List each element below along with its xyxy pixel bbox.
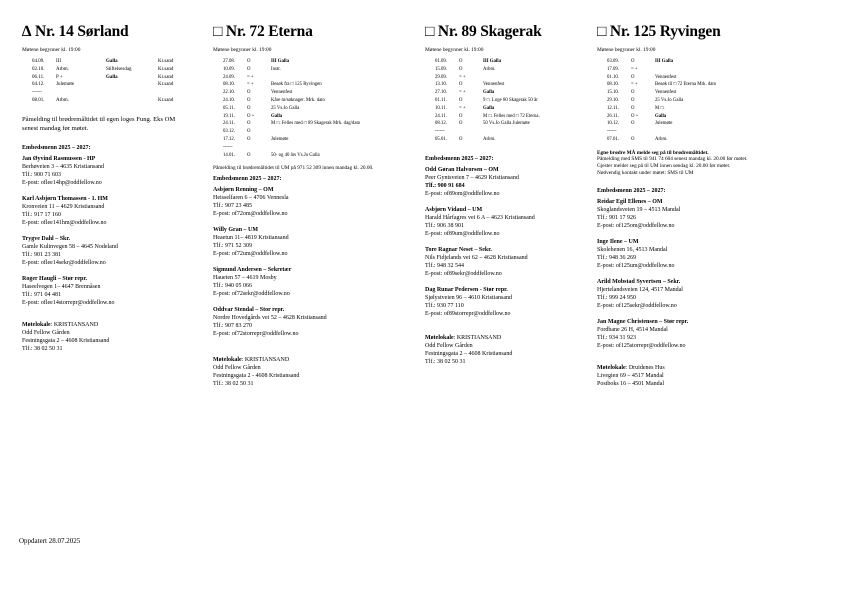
schedule-row: ------ [223,144,233,150]
officer-entry: Inge Ilene – UM Skolehenen 16, 4513 Mandal Tlf.: 948 36 269 E-post: of125um@oddfellow.no [597,239,675,270]
meeting-location: Møtelokale: Druidenes Hus Livegien 69 – 4517 Mandal Postboks 16 – 4501 Mandal [597,365,665,388]
schedule-row: 27.10. = + Galla [435,90,495,96]
lodge-title: ∆ Nr. 14 Sørland [22,23,129,40]
meeting-location: Møtelokale: KRISTIANSAND Odd Fellow Gården Festningsgata 2 – 4608 Kristiansand Tlf.: 38 02 50 31 [22,322,110,353]
schedule-row: 05.11. O 25 Vs.Jo Galla [223,105,300,111]
schedule-row: 19.11. O + Galla [223,113,283,119]
officer-entry: Roger Haugli – Stør repr. Haseelvegen 1– 4647 Brennåsen Tlf.: 971 04 481 E-post: oflee14storrepr@oddfellow.no [22,276,115,307]
meeting-location: Møtelokale: KRISTIANSAND Odd Fellow Gården Festningsgata 2 – 4608 Kristiansand Tlf.: 38 02 50 31 [425,334,513,365]
meeting-schedule [435,58,542,144]
officer-entry: Odd Gøran Halvorsen – OM Peer Gyntsveien 7 – 4629 Kristiansand Tlf.: 900 91 684 E-post: of89om@oddfellow.no [425,166,519,197]
column-lodge-14 [22,22,187,353]
officers-heading: Embedsmenn 2025 – 2027: [597,188,666,195]
lodge-title: □ Nr. 89 Skagerak [425,23,542,40]
meeting-schedule [32,58,175,105]
lodge-title: □ Nr. 72 Eterna [213,23,313,40]
schedule-row: 03.09. O III Galla [607,59,673,64]
schedule-row: 01.11. O 9 □. Loge 80 Skagerak 50 år [435,97,538,103]
registration-note: Egne brødre MÅ melde seg på til brødremåltidet. Påmelding med SMS til 941 74 604 senest mandag kl. 20.00 før møtet. Gjester melder seg på til UM innen søndag kl. 20.00 før møtet. Nødvendig kontakt under møtet: SMS til UM [597,149,748,176]
schedule-row: 24.10. O Kåre m/søknager. Mrk. dato [223,97,325,103]
schedule-row: 08.10. = + Besøk fra □ 125 Ryvingen [223,82,322,88]
officer-entry: Asbjørn Vidaud – UM Harald Hårfagres vei 6 A – 4623 Kristiansand Tlf.: 906 38 901 E-post: of89um@oddfellow.no [425,206,535,237]
registration-note: Påmelding til brødremåltidet til UM på 971 52 309 innen mandag kl. 20.00. [213,165,374,172]
schedule-row: 29.10. O 25 Vs.Jo Galla [607,97,684,103]
schedule-row: 10.09. O Instr. [223,66,281,72]
officers-heading: Embedsmenn 2025 – 2027: [213,175,282,182]
officer-entry: Jan Øyvind Rasmussen - HP Berhøveien 3 – 4635 Kristiansand Tlf.: 900 71 603 E-post: oflee14hp@oddfellow.no [22,156,104,187]
schedule-row: 26.11. O + Galla [607,113,667,119]
schedule-row: 22.10. O Vennenfest [223,90,293,96]
officer-entry: Jan Magne Christensen – Stør repr. Fordbane 26 H, 4514 Mandal Tlf.: 934 31 923 E-post: of125storrepr@oddfellow.no [597,319,689,350]
officer-entry: Willy Gran – UM Heaetun 11– 4819 Kristiansand Tlf.: 971 52 309 E-post: of72um@oddfellow.no [213,226,289,257]
officer-entry: Karl Asbjørn Thomassen - 1. HM Kronveien 11 – 4629 Kristiansand Tlf.: 917 17 160 E-post: oflee141hm@oddfellow.no [22,196,108,227]
officer-entry: Oddvar Stendal – Stor repr. Nordre Hovedgårds vei 52 – 4628 Kristiansand Tlf.: 907 83 270 E-post: of72storrepr@oddfellow.no [213,306,327,337]
schedule-row: 15.09. O Arbm. [435,66,496,72]
schedule-row: 07.01. O Arbm. [607,136,668,142]
schedule-row: 04.12. Julemøte Kr.sand [32,82,174,88]
officers-heading: Embedsmenn 2025 – 2027: [425,155,494,162]
schedule-row: 17.09. = + [607,66,638,72]
schedule-row: 01.10. O Vennenfest [607,74,677,80]
officer-entry: Reidar Egil Ellenes – OM Skoglandsveien 19 – 4513 Mandal Tlf.: 901 17 926 E-post: of125om@oddfellow.no [597,199,681,230]
meeting-time: Møtene begynner kl. 19:00 [213,47,272,53]
schedule-row: 27.08. O III Galla [223,59,289,64]
meeting-location: Møtelokale: KRISTIANSAND Odd Fellow Gården Festningsgata 2 - 4608 Kristiansand Tlf.: 38 02 50 31 [213,356,300,387]
registration-note: Påmelding til brødremåltidet til egen loges Fung. Eks OM senest mandag før møtet. [22,115,176,132]
schedule-row: 24.11. O M □. Felles med □ 89 Skagerak Mrk. dag/dato [223,121,361,127]
schedule-row: 02.10. Arbm. Stiftelsesdag Kr.sand [32,66,174,72]
officer-entry: Tore Ragnar Neset – Sekr. Nils Fidjelands vei 62 – 4628 Kristiansand Tlf.: 948 32 544 E-post: of89sekr@oddfellow.no [425,246,528,277]
column-lodge-89 [425,22,590,366]
schedule-row: 24.09. = + [223,74,254,80]
schedule-row: 10.12. O Julemøte [607,121,673,127]
schedule-row: 13.10. O Vennenfest [435,82,505,88]
officers-heading: Embedsmenn 2025 – 2027: [22,145,91,152]
schedule-row: 08.01. Arbm. Kr.sand [32,97,174,103]
meeting-schedule [607,58,718,144]
schedule-row: 05.01. O Arbm. [435,136,496,142]
meeting-time: Møtene begynner kl. 19:00 [425,47,484,53]
schedule-row: 04.09. III Galla Kr.sand [32,59,174,64]
schedule-row: 10.11. = + Galla [435,105,495,111]
updated-date: Oppdatert 28.07.2025 [19,537,81,545]
meeting-schedule [223,58,362,159]
schedule-row: ------ [435,129,445,135]
schedule-row: 12.11. O M □. [607,105,665,111]
officer-entry: Dag Runar Pedersen - Stør repr. Sjølystveien 96 – 4610 Kristiansand Tlf.: 930 77 110 E-post: of89storrepr@oddfellow.no [425,286,512,317]
schedule-row: 29.09. = + [435,74,466,80]
schedule-row: 08.12. O 50 Vs.Jo Galla Julemøte [435,121,530,127]
officer-entry: Trygve Dahl – Skr. Gamle Kulinvegen 58 – 4645 Nodeland Tlf.: 901 23 381 E-post: oflee14sekr@oddfellow.no [22,236,118,267]
officer-entry: Asbjørn Renning – OM Heisselfaren 6 – 4706 Vennesla Tlf.: 907 23 485 E-post: of72om@oddfellow.no [213,186,289,217]
schedule-row: 24.11. O M □. Felles med □ 72 Eterna. [435,113,540,119]
schedule-row: ------ [607,129,617,135]
schedule-row: 03.12. O [223,129,251,135]
meeting-time: Møtene begynner kl. 19:00 [22,47,81,53]
schedule-row: 15.10. O Vennenfest [607,90,677,96]
column-lodge-72 [213,22,378,388]
column-lodge-125 [597,22,797,388]
lodge-title: □ Nr. 125 Ryvingen [597,23,721,40]
schedule-row: ------ [32,90,42,96]
schedule-row: 08.10. = + Besøk til □ 72 Eterna Mrk. dato [607,82,717,88]
schedule-row: 14.01. O 50- og 40 års Vs.Jo Galla [223,152,320,158]
meeting-time: Møtene begynner kl. 19:00 [597,47,656,53]
schedule-row: 06.11. P + Galla Kr.sand [32,74,174,80]
schedule-row: 01.09. O III Galla [435,59,501,64]
schedule-row: 17.12. O Julemøte [223,136,289,142]
officer-entry: Arild Mobstad Syvertsen – Sekr. Hjertelandsveien 124, 4517 Mandal Tlf.: 999 24 950 E-post: of125sekr@oddfellow.no [597,279,683,310]
officer-entry: Sigmund Andersen – Sekretær Haueten 57 – 4619 Mosby Tlf.: 940 05 066 E-post: of72sekr@oddfellow.no [213,266,292,297]
